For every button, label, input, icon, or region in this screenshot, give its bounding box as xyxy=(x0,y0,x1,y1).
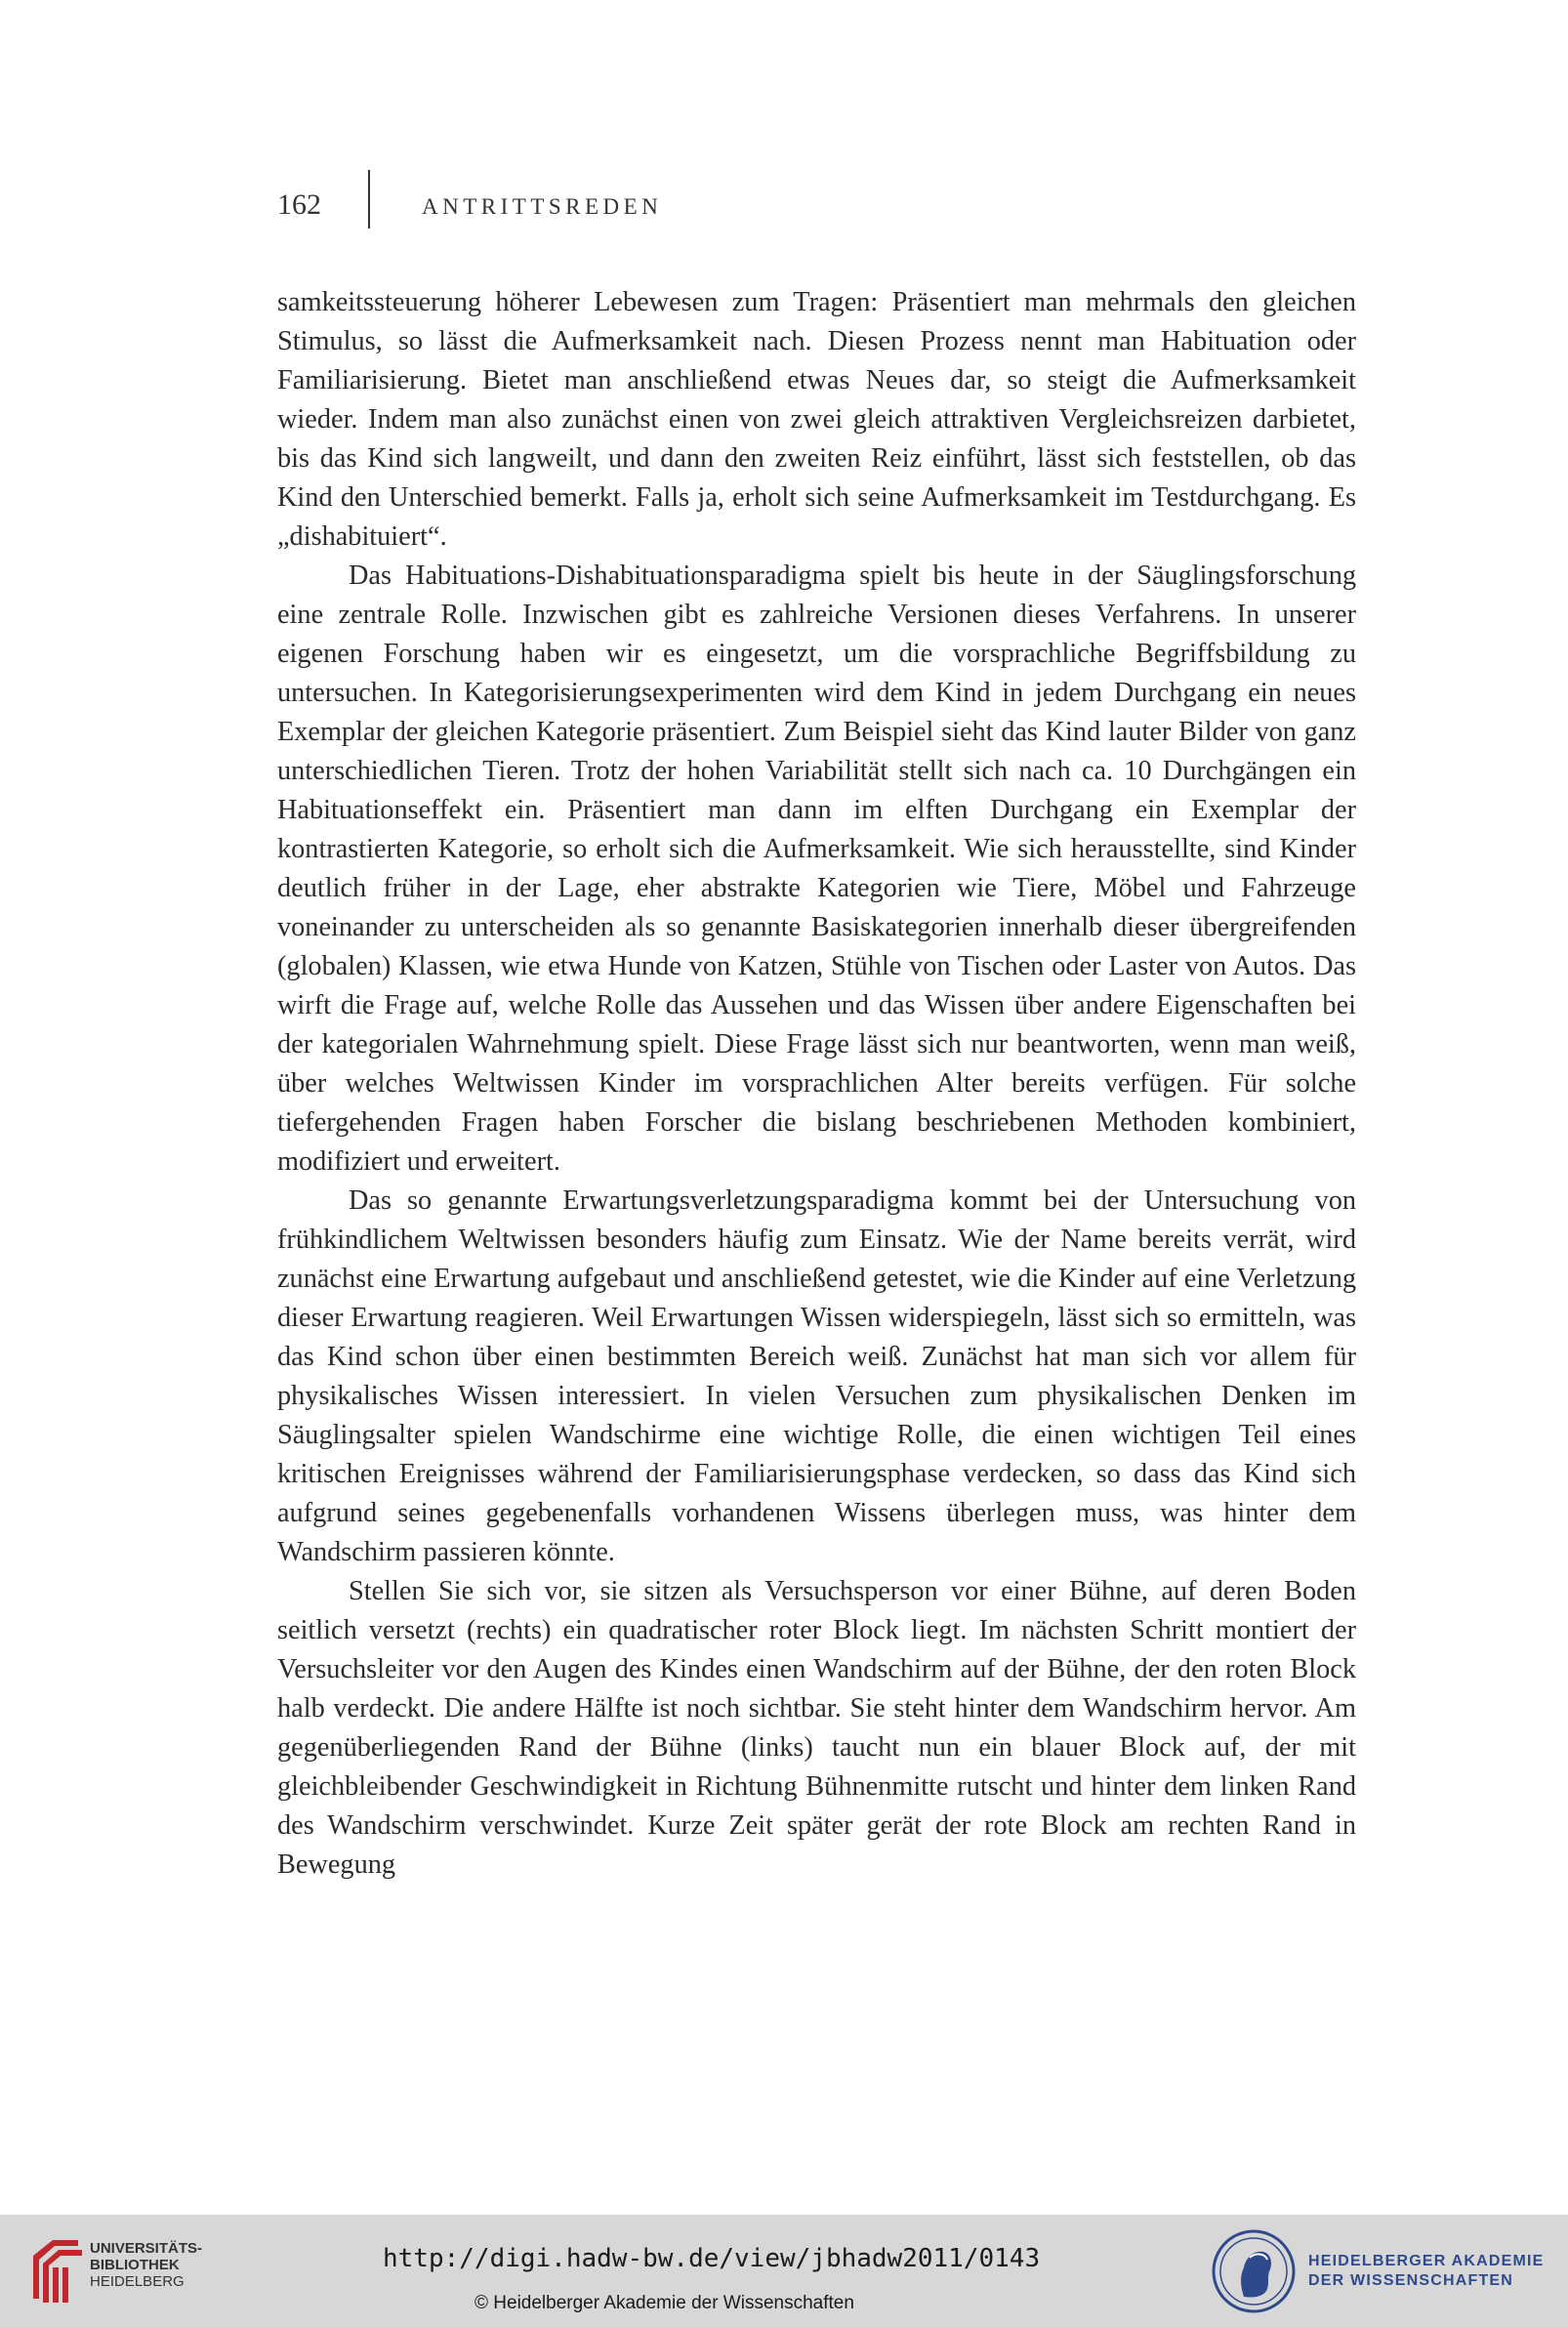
body-text xyxy=(277,283,1356,1885)
paragraph-1: samkeitssteuerung höherer Lebewesen zum Tragen: Präsentiert man mehrmals den gleichen Stimulus, so lässt die Aufmerksamkeit nach. Diesen Prozess nennt man Habituation oder Familiarisierung. Bietet man anschließend etwas Neues dar, so steigt die Aufmerksamkeit wieder. Indem man also zunächst einen von zwei gleich attraktiven Vergleichsreizen darbietet, bis das Kind sich langweilt, und dann den zweiten Reiz einführt, lässt sich feststellen, ob das Kind den Unterschied bemerkt. Falls ja, erholt sich seine Aufmerksamkeit im Testdurchgang. Es „dishabituiert“. xyxy=(277,287,1356,552)
paragraph-2: Das Habituations-Dishabituationsparadigma spielt bis heute in der Säuglingsforschung eine zentrale Rolle. Inzwischen gibt es zahlreiche Versionen dieses Verfahrens. In unserer eigenen Forschung haben wir es eingesetzt, um die vorsprachliche Begriffsbildung zu untersuchen. In Kategorisierungsexperimenten wird dem Kind in jedem Durchgang ein neues Exemplar der gleichen Kategorie präsentiert. Zum Beispiel sieht das Kind lauter Bilder von ganz unterschiedlichen Tieren. Trotz der hohen Variabilität stellt sich nach ca. 10 Durchgängen ein Habituationseffekt ein. Präsentiert man dann im elften Durchgang ein Exemplar der kontrastierten Kategorie, so erholt sich die Aufmerksamkeit. Wie sich herausstellte, sind Kinder deutlich früher in der Lage, eher abstrakte Kategorien wie Tiere, Möbel und Fahrzeuge voneinander zu unterscheiden als so genannte Basiskategorien innerhalb dieser übergreifenden (globalen) Klassen, wie etwa Hunde von Katzen, Stühle von Tischen oder Laster von Autos. Das wirft die Frage auf, welche Rolle das Aussehen und das Wissen über andere Eigenschaften bei der kategorialen Wahrnehmung spielt. Diese Frage lässt sich nur beantworten, wenn man weiß, über welches Weltwissen Kinder im vorsprachlichen Alter bereits verfügen. Für solche tiefergehenden Fragen haben Forscher die bislang beschriebenen Methoden kombiniert, modifiziert und erweitert. xyxy=(277,561,1356,1177)
paragraph-4: Stellen Sie sich vor, sie sitzen als Versuchsperson vor einer Bühne, auf deren Boden seitlich versetzt (rechts) ein quadratischer roter Block liegt. Im nächsten Schritt montiert der Versuchsleiter vor den Augen des Kindes einen Wandschirm auf der Bühne, der den roten Block halb verdeckt. Die andere Hälfte ist noch sichtbar. Sie steht hinter dem Wandschirm hervor. Am gegenüberliegenden Rand der Bühne (links) taucht nun ein blauer Block auf, der mit gleichbleibender Geschwindigkeit in Richtung Bühnenmitte rutscht und hinter dem linken Rand des Wandschirm verschwindet. Kurze Zeit später gerät der rote Block am rechten Rand in Bewegung xyxy=(277,1576,1356,1880)
copyright-notice: © Heidelberger Akademie der Wissenschaften xyxy=(475,2293,854,2313)
page-header xyxy=(277,186,1351,225)
academy-seal-icon xyxy=(1211,2228,1297,2314)
running-title: ANTRITTSREDEN xyxy=(422,194,663,219)
page-number: 162 xyxy=(277,188,321,221)
academy-name xyxy=(1308,2252,1545,2291)
library-name-line1: UNIVERSITÄTS- xyxy=(90,2240,203,2257)
academy-name-line2: DER WISSENSCHAFTEN xyxy=(1308,2272,1514,2289)
paragraph-3: Das so genannte Erwartungsverletzungsparadigma kommt bei der Untersuchung von frühkindlichem Weltwissen besonders häufig zum Einsatz. Wie der Name bereits verrät, wird zunächst eine Erwartung aufgebaut und anschließend getestet, wie die Kinder auf eine Verletzung dieser Erwartung reagieren. Weil Erwartungen Wissen widerspiegeln, lässt sich so ermitteln, was das Kind schon über einen bestimmten Bereich weiß. Zunächst hat man sich vor allem für physikalisches Wissen interessiert. In vielen Versuchen zum physikalischen Denken im Säuglingsalter spielen Wandschirme eine wichtige Rolle, die einen wichtigen Teil eines kritischen Ereignisses während der Familiarisierungsphase verdecken, so dass das Kind sich aufgrund seines gegebenenfalls vorhandenen Wissens überlegen muss, was hinter dem Wandschirm passieren könnte. xyxy=(277,1185,1356,1567)
footer-bar xyxy=(0,2215,1568,2327)
library-city: HEIDELBERG xyxy=(90,2273,185,2290)
library-name-line2: BIBLIOTHEK xyxy=(90,2257,180,2273)
permalink-url[interactable]: http://digi.hadw-bw.de/view/jbhadw2011/0143 xyxy=(383,2244,1041,2273)
library-name xyxy=(90,2240,202,2290)
header-divider xyxy=(368,170,370,229)
academy-name-line1: HEIDELBERGER AKADEMIE xyxy=(1308,2253,1545,2269)
library-logo-icon xyxy=(27,2234,86,2305)
